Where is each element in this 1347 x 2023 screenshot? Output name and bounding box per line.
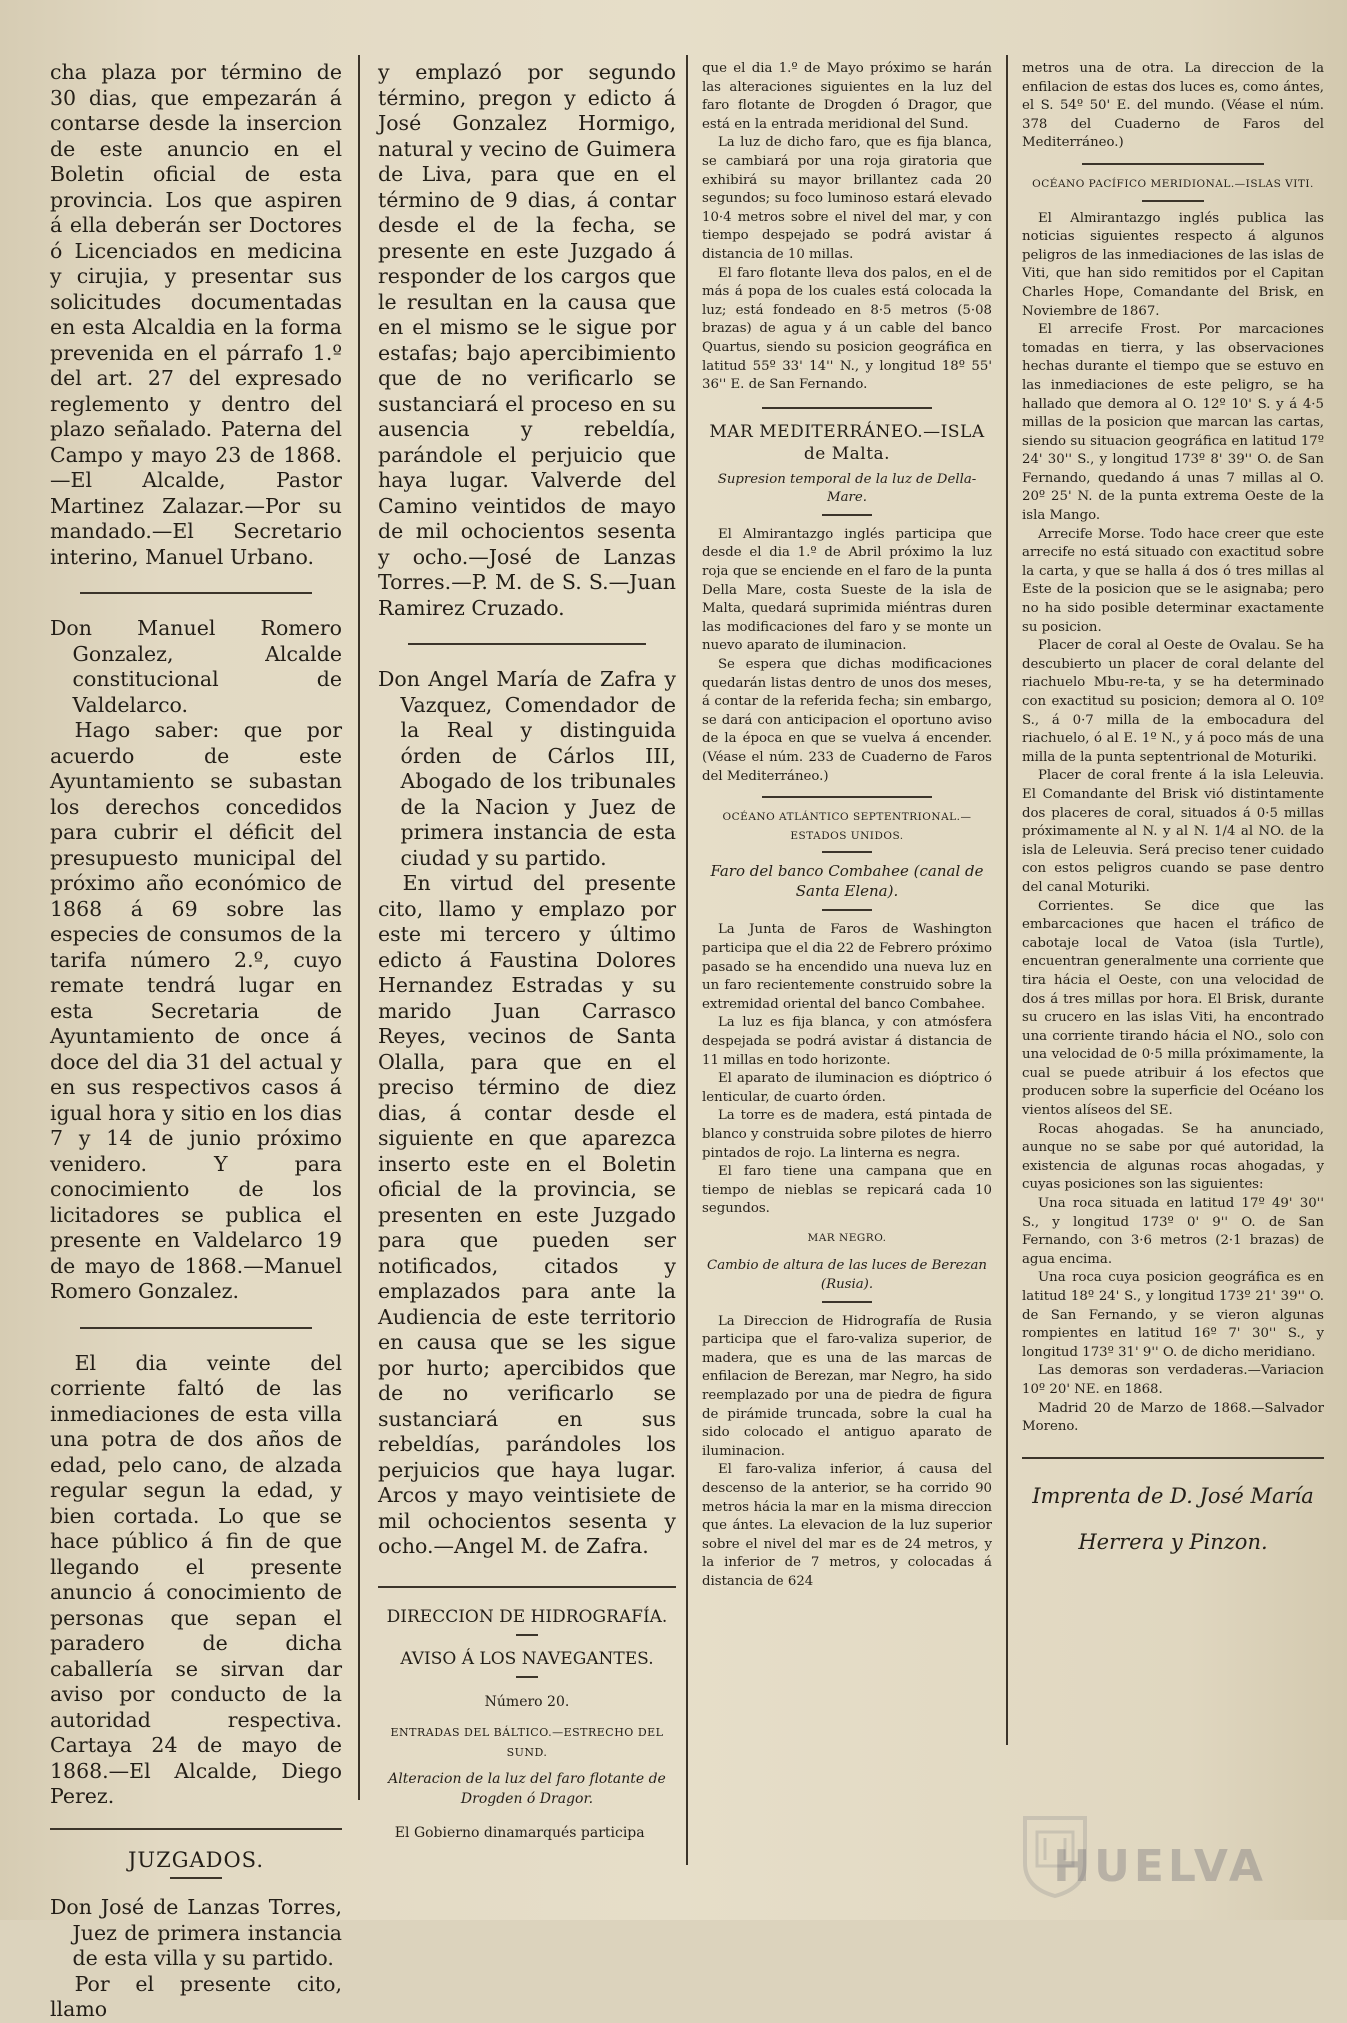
column-rule-3 <box>1006 55 1008 1745</box>
entradas-heading: ENTRADAS DEL BÁLTICO.—ESTRECHO DEL SUND. <box>390 1726 664 1759</box>
lanzas-body-start: Por el presente cito, llamo <box>50 1971 342 2021</box>
direccion-hidrografia-heading: DIRECCION DE HIDROGRAFÍA. <box>386 1606 668 1627</box>
juzgados-heading: JUZGADOS. <box>127 1847 264 1872</box>
column-rule-2 <box>686 55 688 1865</box>
viti-text-1: El Almirantazgo inglés publica las noticias siguientes respecto á algunos peligros de las inmediaciones de las islas de Viti, que han sido remitidos por el Capitan Charles Hope, Comandante del Brisk, en Noviembre de 1867. <box>1022 210 1324 319</box>
archive-seal-icon <box>1015 1808 1095 1898</box>
viti-text-8: Una roca situada en latitud 17º 49' 30'' S., y longitud 173º 0' 9'' O. de San Fernando, con 3·6 metros (2·1 brazas) de agua encima. <box>1022 1196 1324 1267</box>
viti-text-6: Corrientes. Se dice que las embarcaciones que hacen el tráfico de cabotaje local de Vatoa (isla Turtle), encuentran generalmente una corriente que tira hácia el Oeste, con una velocidad de dos á tres millas por hora. El Brisk, durante su crucero en las islas Viti, ha encontrado una corriente tirando hácia el NO., solo con una velocidad de 0·5 milla próximamente, la cual se puede atribuir á los efectos que producen sobre la superficie del Océano los vientos alíseos del SE. <box>1022 898 1324 1119</box>
separator <box>50 1828 342 1830</box>
column-rule-1 <box>358 55 360 1800</box>
viti-text-4: Placer de coral al Oeste de Ovalau. Se ha descubierto un placer de coral delante del riachuelo Mbu-re-ta, y se ha determinado con exactitud su posicion; demora al O. 10º S., á 0·7 milla de la embocadura del riachuelo, ó al E. 1º N., y á poco más de una milla de la punta septentrional de Moturiki. <box>1022 638 1324 765</box>
separator <box>1142 200 1204 202</box>
lanzas-body-cont: y emplazó por segundo término, pregon y edicto á José Gonzalez Hormigo, natural y vecino de Guimera de Liva, para que en el término de 9 dias, á contar desde el de la fecha, se presente en este Juzgado á responder de los cargos que le resultan en la causa que en el mismo se le sigue por estafas; bajo apercibimiento que de no verificarlo se sustanciará el proceso en su ausencia y rebeldía, parándole el perjuicio que haya lugar. Valverde del Camino veintidos de mayo de mil ochocientos sesenta y ocho.—José de Lanzas Torres.—P. M. de S. S.—Juan Ramirez Cruzado. <box>378 60 676 620</box>
separator <box>822 1301 872 1303</box>
viti-text-9: Una roca cuya posicion geográfica es en latitud 18º 24' S., y longitud 173º 21' 39'' O. de San Fernando, y se vieron algunas rompientes en latitud 16º 7' 30'' S., y longitud 173º 31' 9'' O. de dicho meridiano. <box>1022 1270 1324 1360</box>
berezan-text-2: El faro-valiza inferior, á causa del descenso de la anterior, se ha corrido 90 metros hácia la mar en la misma direccion que ántes. La elevacion de la luz superior sobre el nivel del mar es de 24 metros, y la inferior de 7 metros, y colocadas á distancia de 624 <box>702 1462 992 1589</box>
della-mare-subheading: Supresion temporal de la luz de Della-Mare. <box>717 471 977 506</box>
combahee-text-5: El faro tiene una campana que en tiempo de nieblas se repicará cada 10 segundos. <box>702 1164 992 1217</box>
separator <box>1022 1457 1324 1459</box>
zafra-body: En virtud del presente cito, llamo y emplazo por este mi tercero y último edicto á Faustina Dolores Hernandez Estradas y su marido Juan Carrasco Reyes, vecinos de Santa Olalla, para que en el preciso término de diez dias, á contar desde el siguiente en que aparezca inserto este en el Boletin oficial de la provincia, se presenten en este Juzgado para que pueden ser notificados, citados y emplazados para ante la Audiencia de este territorio en causa que se les sigue por hurto; apercibidos que de no verificarlo se sustanciará en sus rebeldías, parándoles los perjuicios que haya lugar. Arcos y mayo veintisiete de mil ochocientos sesenta y ocho.—Angel M. de Zafra. <box>378 871 676 1558</box>
separator <box>80 592 312 594</box>
mediterraneo-heading: MAR MEDITERRÁNEO.—ISLA de Malta. <box>709 421 985 464</box>
berezan-subheading: Cambio de altura de las luces de Berezan (Rusia). <box>707 1258 987 1293</box>
dragor-text-3: El faro flotante lleva dos palos, en el de más á popa de los cuales está colocada la luz; está fondeado en 8·5 metros (5·08 brazas) de agua y á un cable del banco Quartus, siendo su posicion geográfica en latitud 55º 33' 14'' N., y longitud 18º 55' 36'' E. de San Fernando. <box>702 265 992 393</box>
combahee-text-2: La luz es fija blanca, y con atmósfera despejada se podrá avistar á distancia de 11 millas en todo horizonte. <box>702 1015 992 1068</box>
viti-text-10: Las demoras son verdaderas.—Variacion 10º 20' NE. en 1868. <box>1022 1363 1324 1397</box>
numero-label: Número 20. <box>484 1693 570 1710</box>
zafra-heading: Don Angel María de Zafra y Vazquez, Comendador de la Real y distinguida órden de Cárlos III, Abogado de los tribunales de la Nacion y Juez de primera instancia de esta ciudad y su partido. <box>378 667 676 870</box>
separator <box>516 1634 538 1636</box>
column-1 <box>50 60 342 2021</box>
combahee-subheading: Faro del banco Combahee (canal de Santa Elena). <box>710 862 984 901</box>
paterna-notice: cha plaza por término de 30 dias, que empezarán á contarse desde la insercion de este anuncio en el Boletin oficial de esta provincia. Los que aspiren á ella deberán ser Doctores ó Licenciados en medicina y cirujia, y presentar sus solicitudes documentadas en esta Alcaldia en la forma prevenida en el párrafo 1.º del art. 27 del expresado reglemento y dentro del plazo señalado. Paterna del Campo y mayo 23 de 1868.—El Alcalde, Pastor Martinez Zalazar.—Por su mandado.—El Secretario interino, Manuel Urbano. <box>50 60 342 569</box>
separator <box>80 1327 312 1329</box>
alteracion-subheading: Alteracion de la luz del faro flotante de Drogden ó Dragor. <box>388 1771 666 1807</box>
column-3 <box>702 60 992 1890</box>
lanzas-heading: Don José de Lanzas Torres, Juez de primera instancia de esta villa y su partido. <box>50 1895 342 1970</box>
viti-text-5: Placer de coral frente á la isla Leleuvia. El Comandante del Brisk vió distintamente dos placeres de coral, situados á 0·5 millas próximamente al N. y al N. 1/4 al NO. de la isla de Leleuvia. Será preciso tener cuidado con estos peligros cuando se pase dentro del canal Moturiki. <box>1022 768 1324 895</box>
separator <box>378 1586 676 1588</box>
cartaya-notice: El dia veinte del corriente faltó de las inmediaciones de esta villa una potra de dos años de edad, pelo cano, de alzada regular segun la edad, y bien cortada. Lo que se hace público á fin de que llegando el presente anuncio á conocimiento de personas que sepan el paradero de dicha caballería se sirvan dar aviso por conducto de la autoridad respectiva. Cartaya 24 de mayo de 1868.—El Alcalde, Diego Perez. <box>50 1350 342 1808</box>
aviso-navegantes-heading: AVISO Á LOS NAVEGANTES. <box>400 1648 654 1669</box>
dragor-text-1: que el dia 1.º de Mayo próximo se harán las alteraciones siguientes en la luz del faro flotante de Drogden ó Dragor, que está en la entrada meridional del Sund. <box>702 61 992 132</box>
mar-negro-heading: MAR NEGRO. <box>807 1231 887 1244</box>
archive-watermark: HUELVA <box>1053 1841 1267 1892</box>
valdelarco-heading: Don Manuel Romero Gonzalez, Alcalde constitucional de Valdelarco. <box>50 616 342 717</box>
separator <box>516 1676 538 1678</box>
viti-text-3: Arrecife Morse. Todo hace creer que este arrecife no está situado con exactitud sobre la carta, y que se halla á dos ó tres millas al Este de la posicion que se le asignaba; pero no ha sido posible determinar exactamente su posicion. <box>1022 526 1324 635</box>
separator <box>408 643 646 645</box>
viti-text-2: El arrecife Frost. Por marcaciones tomadas en tierra, y las observaciones hechas durante el tiempo que se estuvo en las inmediaciones de este peligro, se ha hallado que demora al O. 12º 10' S. y á 4·5 millas de la posicion que marcan las cartas, siendo su situacion geográfica en latitud 17º 24' 30'' S., y longitud 173º 8' 39'' O. de San Fernando, quedando á unas 7 millas al O. 20º 25' N. de la punta extrema Oeste de la isla Mango. <box>1022 322 1324 524</box>
berezan-text-1: La Direccion de Hidrografía de Rusia participa que el faro-valiza superior, de madera, que es una de las marcas de enfilacion de Berezan, mar Negro, ha sido reemplazado por una de piedra de figura de pirámide truncada, sobre la cual ha sido colocado el antiguo aparato de iluminacion. <box>702 1313 992 1459</box>
combahee-text-3: El aparato de iluminacion es dióptrico ó lenticular, de cuarto órden. <box>702 1071 992 1105</box>
separator <box>1082 163 1264 165</box>
separator <box>170 1877 222 1879</box>
dragor-text-2: La luz de dicho faro, que es fija blanca, se cambiará por una roja giratoria que exhibirá su mayor brillantez cada 20 segundos; su foco luminoso estará elevado 10·4 metros sobre el nivel del mar, y con tiempo despejado se podrá avistar á distancia de 10 millas. <box>702 135 992 262</box>
separator <box>762 796 932 798</box>
madrid-signature: Madrid 20 de Marzo de 1868.—Salvador Moreno. <box>1022 1400 1324 1435</box>
combahee-text-1: La Junta de Faros de Washington participa que el dia 22 de Febrero próximo pasado se ha encendido una nueva luz en un faro recientemente construido sobre la extremidad oriental del banco Combahee. <box>702 922 992 1012</box>
separator <box>822 514 872 516</box>
separator <box>762 407 932 409</box>
berezan-text-cont: metros una de otra. La direccion de la enfilacion de estas dos luces es, como ántes, el S. 54º 50' E. del mundo. (Véase el núm. 378 del Cuaderno de Faros del Mediterráneo.) <box>1022 61 1324 151</box>
atlantico-heading: OCÉANO ATLÁNTICO SEPTENTRIONAL.—ESTADOS UNIDOS. <box>722 811 972 842</box>
malta-text-2: Se espera que dichas modificaciones quedarán listas dentro de unos dos meses, á contar de la referida fecha; sin embargo, se dará con anticipacion el oportuno aviso de la época en que se vuelva á encender. (Véase el núm. 233 de Cuaderno de Faros del Mediterráneo.) <box>702 657 992 784</box>
viti-text-7: Rocas ahogadas. Se ha anunciado, aunque no se sabe por qué autoridad, la existencia de algunas rocas ahogadas, y cuyas posiciones son las siguientes: <box>1022 1121 1324 1193</box>
combahee-text-4: La torre es de madera, está pintada de blanco y construida sobre pilotes de hierro pintados de rojo. La linterna es negra. <box>702 1108 992 1161</box>
imprenta-footer: Imprenta de D. José María Herrera y Pinzon. <box>1032 1483 1314 1554</box>
malta-text-1: El Almirantazgo inglés participa que desde el dia 1.º de Abril próximo la luz roja que se enciende en el faro de la punta Della Mare, costa Sueste de la isla de Malta, quedará suprimida miéntras duren las modificaciones del faro y se monte un nuevo aparato de iluminacion. <box>702 526 992 654</box>
separator <box>822 909 872 911</box>
valdelarco-body: Hago saber: que por acuerdo de este Ayuntamiento se subastan los derechos concedidos para cubrir el déficit del presupuesto municipal del próximo año económico de 1868 á 69 sobre las especies de consumos de la tarifa número 2.º, cuyo remate tendrá lugar en esta Secretaria de Ayuntamiento de once á doce del dia 31 del actual y en sus respectivos casos á igual hora y sitio en los dias 7 y 14 de junio próximo venidero. Y para conocimiento de los licitadores se publica el presente en Valdelarco 19 de mayo de 1868.—Manuel Romero Gonzalez. <box>50 718 342 1303</box>
column-2 <box>378 60 676 1890</box>
column-4 <box>1022 60 1324 1890</box>
gobierno-text: El Gobierno dinamarqués participa <box>394 1825 645 1841</box>
pacifico-heading: OCÉANO PACÍFICO MERIDIONAL.—ISLAS VITI. <box>1032 177 1314 190</box>
separator <box>822 851 872 853</box>
